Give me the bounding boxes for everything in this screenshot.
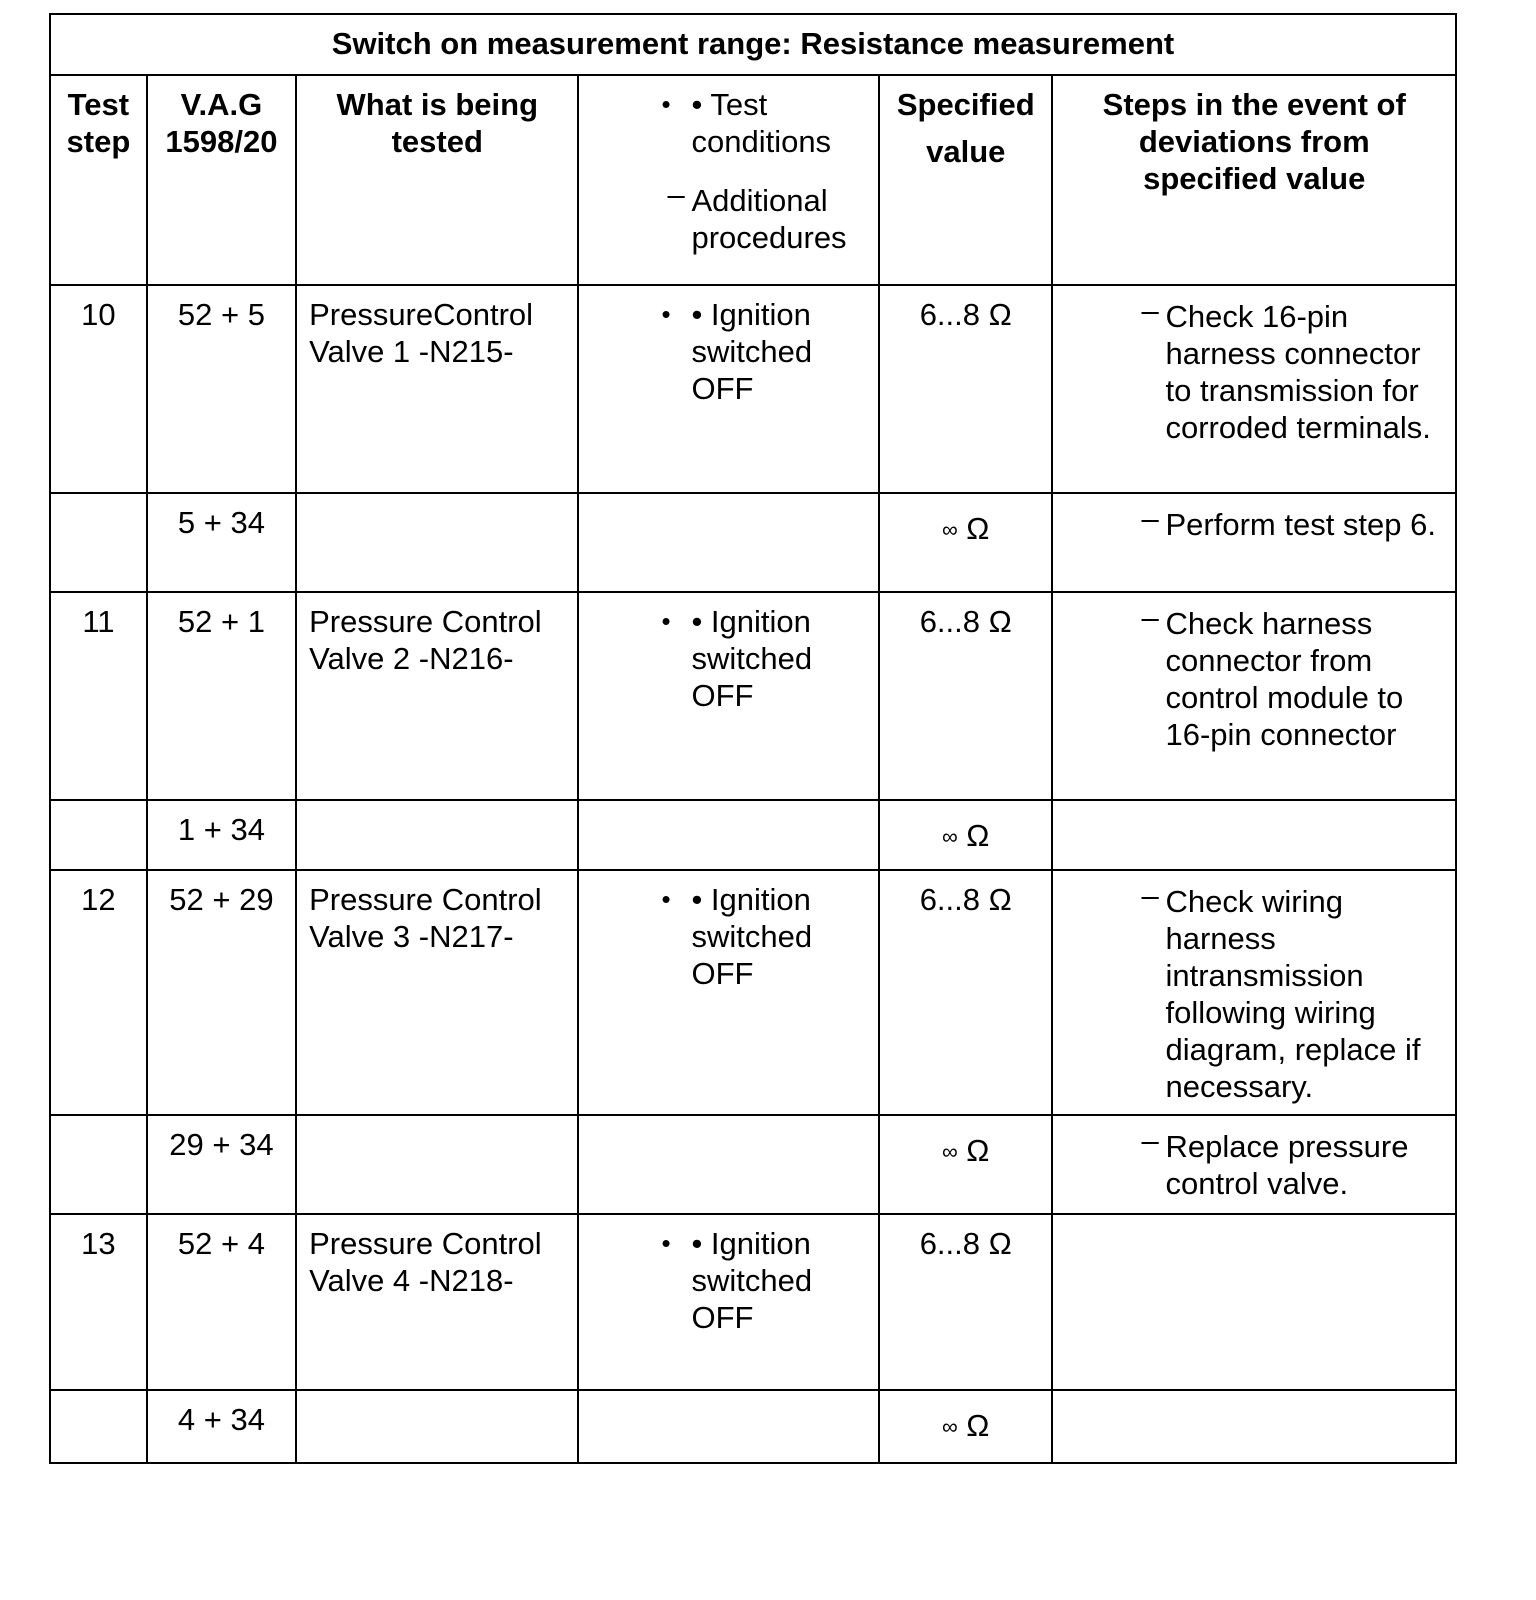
step-cell [50,493,147,592]
spec-cell [879,800,1052,870]
header-additional-item [579,177,878,256]
spec-unit: Ω [957,511,990,546]
title-row [50,14,1456,75]
condition-text: • Ignition switched OFF [691,297,813,406]
dash-icon: – [1141,878,1159,913]
step-cell [50,800,147,870]
bullet-icon: • [661,1228,671,1258]
condition-text: • Ignition switched OFF [691,604,813,713]
vag-cell: 1 + 34 [147,800,296,870]
vag-cell: 5 + 34 [147,493,296,592]
spec-cell [879,1390,1052,1463]
action-text: Replace pressure control valve. [1165,1129,1409,1201]
action-cell [1052,1115,1456,1214]
action-item [1053,501,1455,543]
action-text: Perform test step 6. [1165,507,1436,542]
action-cell [1052,285,1456,493]
what-cell: Pressure Control Valve 2 -N216- [296,592,578,800]
resistance-measurement-table [49,13,1457,1464]
infinity-symbol: ∞ [942,1139,958,1164]
header-steps [1052,75,1456,285]
header-value-text: value [926,134,1006,169]
condition-item [579,1225,878,1336]
spec-unit: Ω [957,818,990,853]
header-conditions-text: • Test conditions [691,87,832,159]
step-cell: 13 [50,1214,147,1390]
action-item [1053,600,1455,753]
dash-icon: – [1141,501,1159,536]
condition-cell [578,493,879,592]
step-cell [50,1115,147,1214]
header-specified [879,75,1052,285]
action-cell [1052,592,1456,800]
bullet-icon: • [661,89,671,119]
infinity-symbol: ∞ [942,824,958,849]
table-row [50,285,1456,493]
header-conditions [578,75,879,285]
bullet-icon: • [661,299,671,329]
action-text: Check harness connector from control module to 16-pin connector [1165,606,1404,752]
action-cell [1052,1390,1456,1463]
step-cell [50,1390,147,1463]
bullet-icon: • [661,606,671,636]
condition-cell [578,1115,879,1214]
condition-cell [578,1390,879,1463]
header-test-step-line2: step [66,124,131,159]
action-cell [1052,1214,1456,1390]
table-row [50,870,1456,1115]
spec-cell: 6...8 Ω [879,285,1052,493]
action-text: Check wiring harness intransmission following wiring diagram, replace if necessary. [1165,884,1421,1104]
vag-cell: 52 + 29 [147,870,296,1115]
spec-unit: Ω [957,1133,990,1168]
vag-cell: 4 + 34 [147,1390,296,1463]
condition-cell [578,1214,879,1390]
table-title: Switch on measurement range: Resistance measurement [50,14,1456,75]
action-cell [1052,493,1456,592]
what-cell [296,1115,578,1214]
header-row [50,75,1456,285]
header-steps-text: Steps in the event of deviations from specified value [1102,87,1406,196]
vag-cell: 29 + 34 [147,1115,296,1214]
spec-cell: 6...8 Ω [879,1214,1052,1390]
vag-cell: 52 + 1 [147,592,296,800]
header-test-step [50,75,147,285]
condition-cell [578,285,879,493]
header-what [296,75,578,285]
action-item [1053,878,1455,1105]
table-row [50,493,1456,592]
condition-item [579,881,878,992]
spec-cell [879,493,1052,592]
spec-cell [879,1115,1052,1214]
dash-icon: – [667,177,685,212]
what-cell [296,1390,578,1463]
what-cell [296,800,578,870]
vag-cell: 52 + 4 [147,1214,296,1390]
step-cell: 11 [50,592,147,800]
spec-cell: 6...8 Ω [879,870,1052,1115]
bullet-icon: • [661,884,671,914]
vag-cell: 52 + 5 [147,285,296,493]
condition-cell [578,592,879,800]
table-row [50,1390,1456,1463]
step-cell: 10 [50,285,147,493]
header-additional-text: Additional procedures [691,183,847,255]
dash-icon: – [1141,1123,1159,1158]
action-cell [1052,870,1456,1115]
table-row [50,800,1456,870]
condition-text: • Ignition switched OFF [691,1226,813,1335]
condition-text: • Ignition switched OFF [691,882,813,991]
dash-icon: – [1141,293,1159,328]
infinity-symbol: ∞ [942,517,958,542]
action-text: Check 16-pin harness connector to transmission for corroded terminals. [1165,299,1431,445]
spec-cell: 6...8 Ω [879,592,1052,800]
table-row [50,592,1456,800]
step-cell: 12 [50,870,147,1115]
what-cell: Pressure Control Valve 3 -N217- [296,870,578,1115]
header-specified-text: Specified [896,87,1035,122]
condition-cell [578,870,879,1115]
action-item [1053,293,1455,446]
what-cell: PressureControl Valve 1 -N215- [296,285,578,493]
header-what-text: What is being tested [336,87,539,159]
spec-unit: Ω [957,1408,990,1443]
condition-cell [578,800,879,870]
infinity-symbol: ∞ [942,1414,958,1439]
action-item [1053,1123,1455,1202]
table-row [50,1214,1456,1390]
action-cell [1052,800,1456,870]
condition-item [579,603,878,714]
header-vag-line2: 1598/20 [165,124,278,159]
what-cell [296,493,578,592]
dash-icon: – [1141,600,1159,635]
table-row [50,1115,1456,1214]
condition-item [579,296,878,407]
header-conditions-item [579,86,878,160]
header-test-step-line1: Test [67,87,130,122]
header-vag-line1: V.A.G [180,87,263,122]
header-vag [147,75,296,285]
what-cell: Pressure Control Valve 4 -N218- [296,1214,578,1390]
